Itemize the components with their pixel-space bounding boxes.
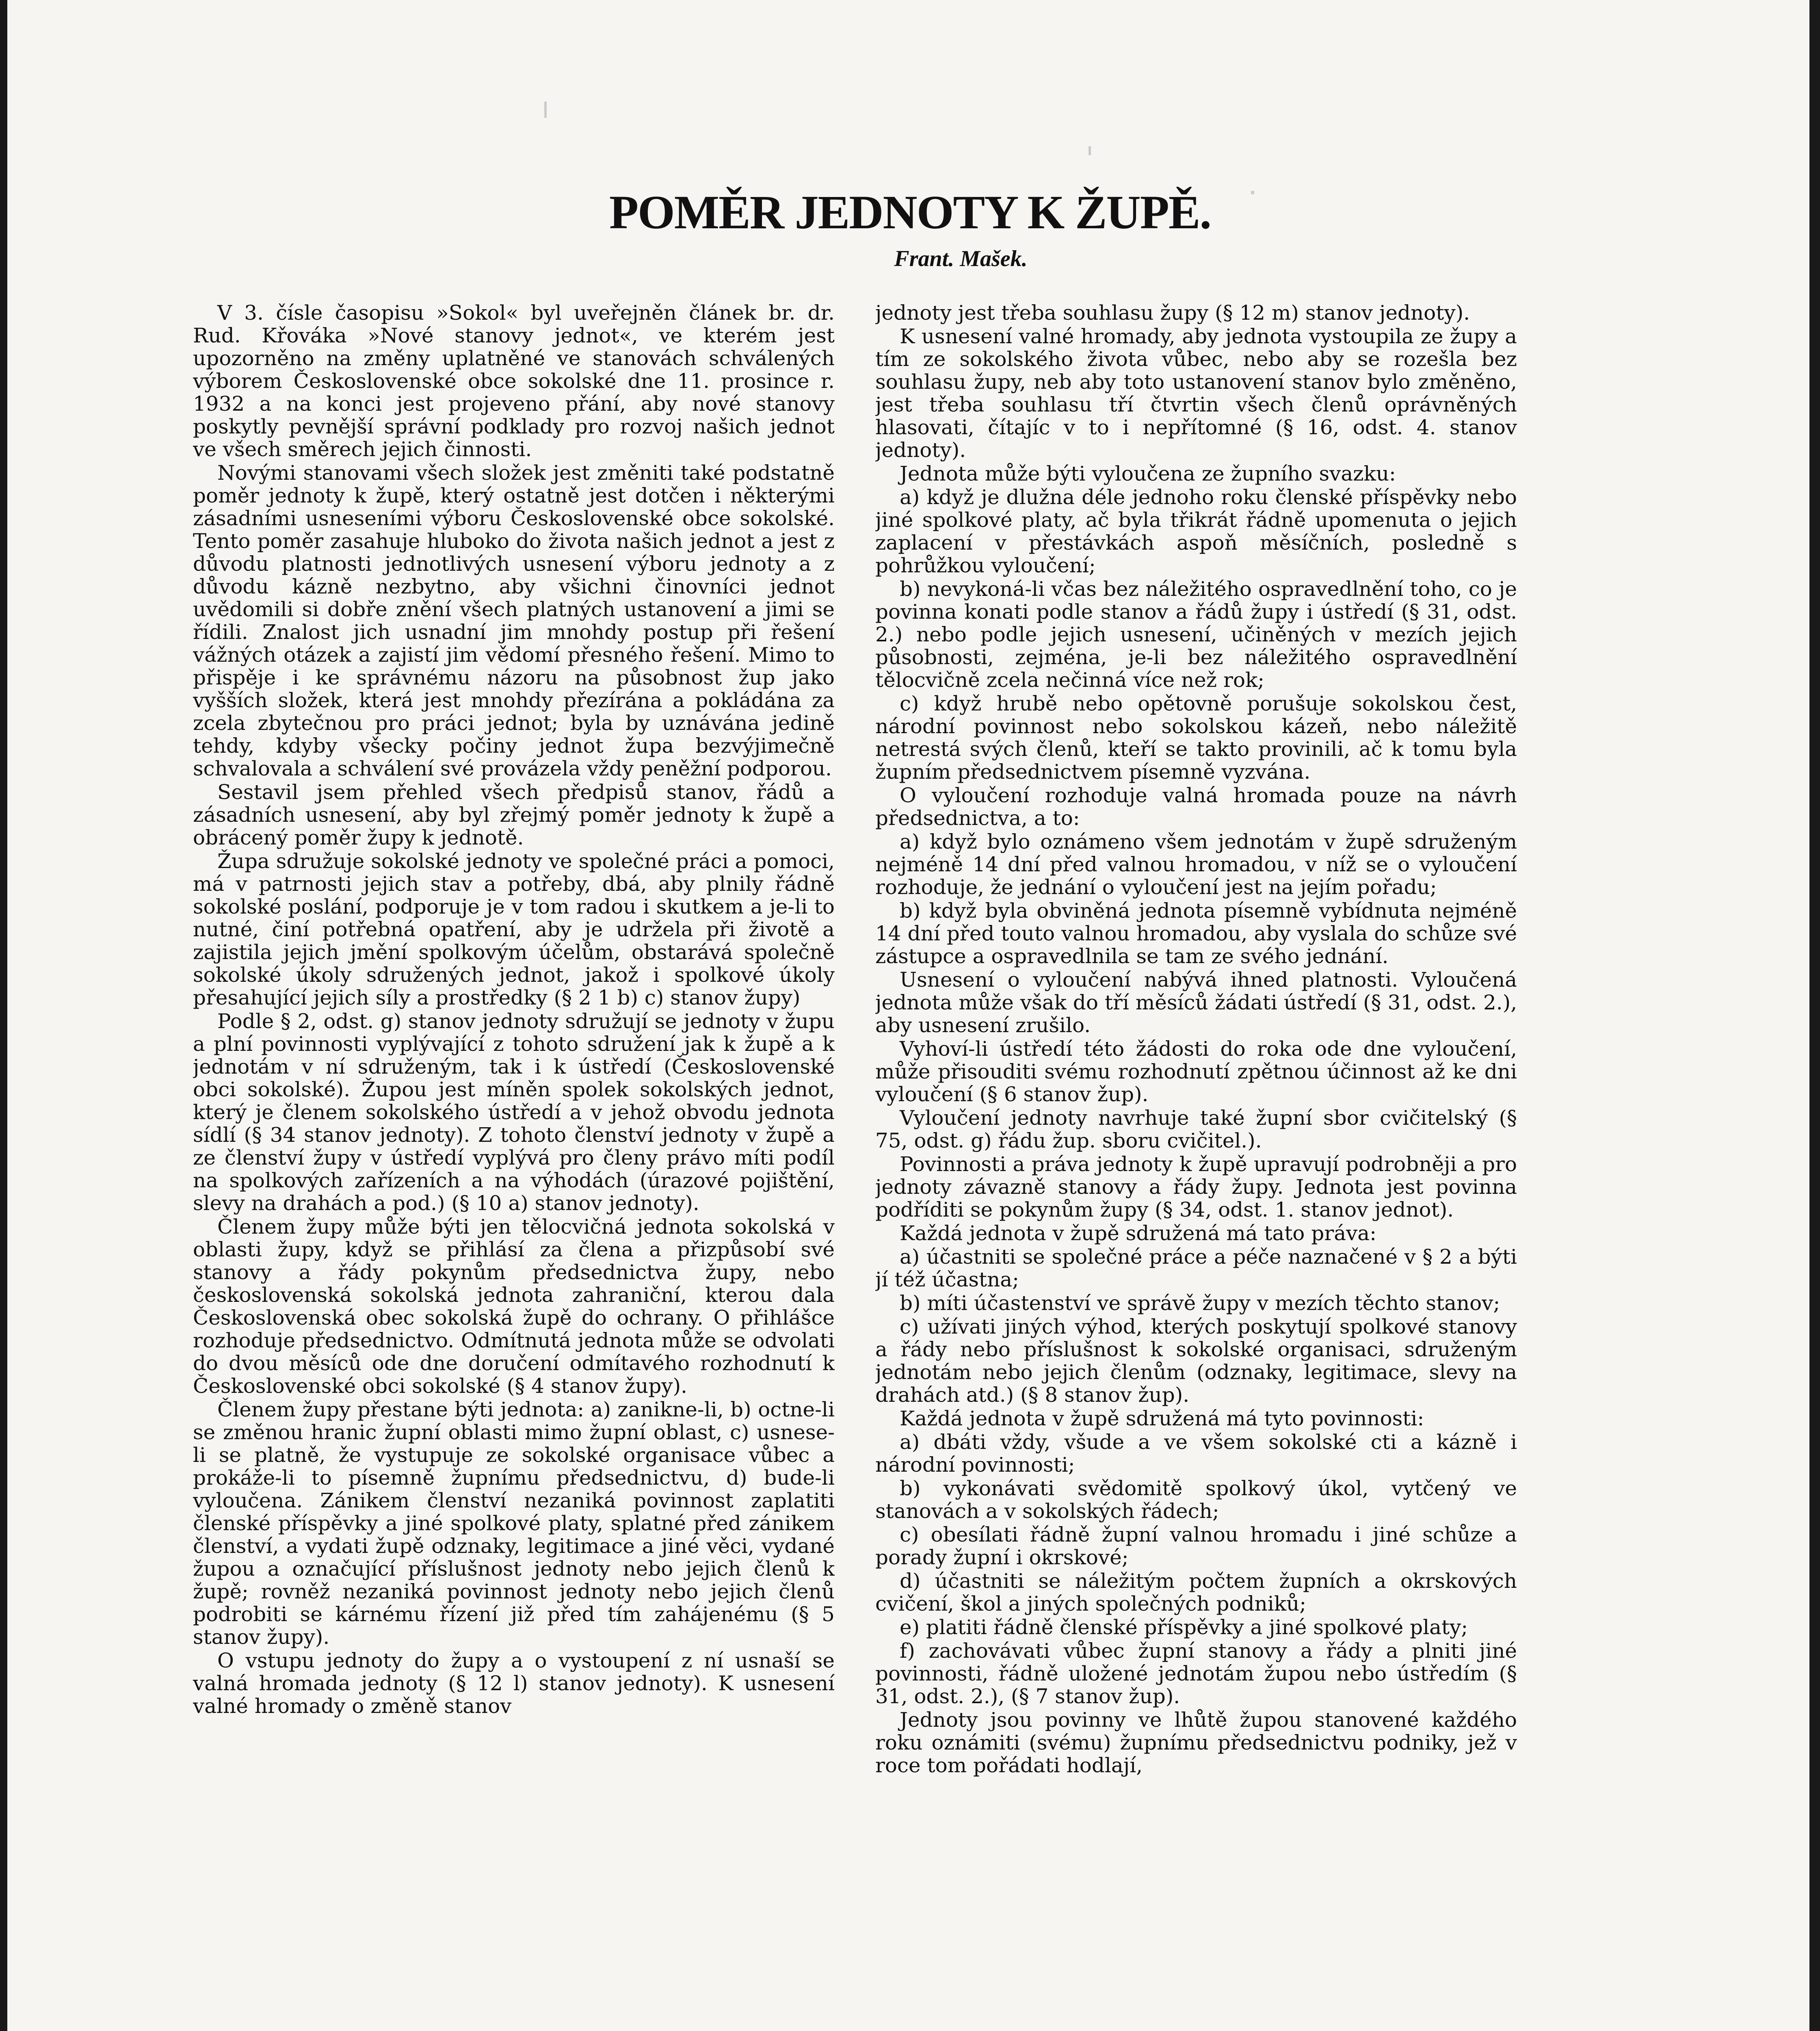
right-column (875, 301, 1517, 2007)
left-scan-edge (0, 0, 7, 2031)
paragraph: jednoty jest třeba souhlasu župy (§ 12 m) stanov jednoty). (875, 301, 1470, 325)
list-item: a) když bylo oznámeno všem jednotám v župě sdruženým nejméně 14 dní před valnou hromadou, v níž se o vyloučení rozhoduje, že jednání o vyloučení jest na jejím pořadu; (875, 830, 1517, 899)
list-item: a) dbáti vždy, všude a ve všem sokolské cti a kázně i národní povinnosti; (875, 1430, 1517, 1477)
paragraph: Každá jednota v župě sdružená má tato práva: (900, 1221, 1376, 1245)
list-item: c) když hrubě nebo opětovně porušuje sokolskou čest, národní povinnost nebo sokolskou kázeň, nebo náležitě netrestá svých členů, kteří se takto provinili, ač k tomu byla župním předsednictvem písemně vyzvána. (875, 692, 1517, 784)
scan-mark (544, 102, 547, 118)
left-column (193, 301, 835, 2007)
list-item: c) užívati jiných výhod, kterých poskytují spolkové stanovy a řády nebo příslušnost k sokolské organisaci, sdruženým jednotám nebo jejich členům (odznaky, legitimace, slevy na drahách atd.) (§ 8 stanov žup). (875, 1315, 1517, 1407)
list-item: b) nevykoná-li včas bez náležitého ospravedlnění toho, co je povinna konati podle stanov a řádů župy i ústředí (§ 31, odst. 2.) nebo podle jejich usnesení, učiněných v mezích jejich působnosti, zejména, je-li bez náležitého ospravedlnění tělocvičně zcela nečinná více než rok; (875, 577, 1517, 692)
paragraph: Jednoty jsou povinny ve lhůtě župou stanovené každého roku oznámiti (svému) župnímu předsednictvu podniky, jež v roce tom pořádati hodlají, (875, 1708, 1517, 1777)
paragraph: Novými stanovami všech složek jest změniti také podstatně poměr jednoty k župě, který ostatně jest dotčen i některými zásadními usneseními výboru Československé obce sokolské. Tento poměr zasahuje hluboko do života našich jednot a jest z důvodu platnosti jednotlivých usnesení výboru jednoty a z důvodu kázně nezbytno, aby všichni činovníci jednot uvědomili si dobře znění všech platných ustanovení a jimi se řídili. Znalost jich usnadní jim mnohdy postup při řešení vážných otázek a zajistí jim vědomí přesného řešení. Mimo to přispěje i ke správnému názoru na působnost žup jako vyšších složek, která jest mnohdy přezírána a pokládána za zcela zbytečnou pro práci jednot; byla by uznávána jedině tehdy, kdyby všecky počiny jednot župa bezvýjimečně schvalovala a schválení své provázela vždy peněžní podporou. (193, 461, 835, 780)
paragraph: Sestavil jsem přehled všech předpisů stanov, řádů a zásadních usnesení, aby byl zřejmý poměr jednoty k župě a obrácený poměr župy k jednotě. (193, 780, 835, 849)
paragraph: Župa sdružuje sokolské jednoty ve společné práci a pomoci, má v patrnosti jejich stav a potřeby, dbá, aby plnily řádně sokolské poslání, podporuje je v tom radou i skutkem a je-li to nutné, činí potřebná opatření, aby je udržela při životě a zajistila jejich jmění spolkovým účelům, obstarává společně sokolské úkoly sdružených jednot, jakož i spolkové úkoly přesahující jejich síly a prostředky (§ 2 1 b) c) stanov župy) (193, 849, 835, 1009)
list-item: d) účastniti se náležitým počtem župních a okrskových cvičení, škol a jiných společných podniků; (875, 1569, 1517, 1615)
list-item: a) když je dlužna déle jednoho roku členské příspěvky nebo jiné spolkové platy, ač byla třikrát řádně upomenuta o jejich zaplacení v přestávkách aspoň měsíčních, posledně s pohrůžkou vyloučení; (875, 485, 1517, 577)
list-item: a) účastniti se společné práce a péče naznačené v § 2 a býti jí též účastna; (875, 1245, 1517, 1291)
right-scan-edge (1809, 0, 1820, 2031)
list-item: e) platiti řádně členské příspěvky a jiné spolkové platy; (900, 1615, 1468, 1639)
scan-mark (1089, 146, 1091, 155)
list-item: c) obesílati řádně župní valnou hromadu i jiné schůze a porady župní i okrskové; (875, 1523, 1517, 1569)
list-item: b) míti účastenství ve správě župy v mezích těchto stanov; (900, 1291, 1500, 1315)
paragraph: Členem župy může býti jen tělocvičná jednota sokolská v oblasti župy, když se přihlásí za člena a přizpůsobí své stanovy a řády pokynům předsednictva župy, nebo československá sokolská jednota zahraniční, kterou dala Československá obec sokolská župě do ochrany. O přihlášce rozhoduje předsednictvo. Odmítnutá jednota může se odvolati do dvou měsíců ode dne doručení odmítavého rozhodnutí k Československé obci sokolské (§ 4 stanov župy). (193, 1215, 835, 1398)
paragraph: Usnesení o vyloučení nabývá ihned platnosti. Vyloučená jednota může však do tří měsíců žádati ústředí (§ 31, odst. 2.), aby usnesení zrušilo. (875, 968, 1517, 1037)
article-title: POMĚR JEDNOTY K ŽUPĚ. (609, 186, 1211, 239)
paragraph: K usnesení valné hromady, aby jednota vystoupila ze župy a tím ze sokolského života vůbec, nebo aby se rozešla bez souhlasu župy, neb aby toto ustanovení stanov bylo změněno, jest třeba souhlasu tří čtvrtin všech členů oprávněných hlasovati, čítajíc v to i nepřítomné (§ 16, odst. 4. stanov jednoty). (875, 325, 1517, 462)
paragraph: Každá jednota v župě sdružená má tyto povinnosti: (900, 1407, 1424, 1430)
paragraph: V 3. čísle časopisu »Sokol« byl uveřejněn článek br. dr. Rud. Křováka »Nové stanovy jednot«, ve kterém jest upozorněno na změny uplatněné ve stanovách schválených výborem Československé obce sokolské dne 11. prosince r. 1932 a na konci jest projeveno přání, aby nové stanovy poskytly pevnější správní podklady pro rozvoj našich jednot ve všech směrech jejich činnosti. (193, 301, 835, 461)
paragraph: Jednota může býti vyloučena ze župního svazku: (900, 462, 1396, 485)
paragraph: Vyhoví-li ústředí této žádosti do roka ode dne vyloučení, může přisouditi svému rozhodnutí zpětnou účinnost až ke dni vyloučení (§ 6 stanov žup). (875, 1037, 1517, 1106)
paragraph: Podle § 2, odst. g) stanov jednoty sdružují se jednoty v župu a plní povinnosti vyplývající z tohoto sdružení jak k župě a k jednotám v ní sdruženým, tak i k ústředí (Československé obci sokolské). Župou jest míněn spolek sokolských jednot, který je členem sokolského ústředí a v jehož obvodu jednota sídlí (§ 34 stanov jednoty). Z tohoto členství jednoty v župě a ze členství župy v ústředí vyplývá pro členy právo míti podíl na spolkových zařízeních a na výhodách (úrazové pojištění, slevy na drahách a pod.) (§ 10 a) stanov jednoty). (193, 1009, 835, 1215)
paragraph: Členem župy přestane býti jednota: a) zanikne-li, b) octne-li se změnou hranic župní oblasti mimo župní oblast, c) usnese-li se platně, že vystupuje ze sokolské organisace vůbec a prokáže-li to písemně župnímu předsednictvu, d) bude-li vyloučena. Zánikem členství nezaniká povinnost zaplatiti členské příspěvky a jiné spolkové platy, splatné před zánikem členství, a vydati župě odznaky, legitimace a jiné věci, vydané župou a označující příslušnost jednoty nebo jejich členů k župě; rovněž nezaniká povinnost jednoty nebo jejich členů podrobiti se kárnému řízení již před tím zahájenému (§ 5 stanov župy). (193, 1398, 835, 1649)
list-item: b) když byla obviněná jednota písemně vybídnuta nejméně 14 dní před touto valnou hromadou, aby vyslala do schůze své zástupce a ospravedlnila se tam ze svého jednání. (875, 899, 1517, 968)
paragraph: Povinnosti a práva jednoty k župě upravují podrobněji a pro jednoty závazně stanovy a řády župy. Jednota jest povinna podříditi se pokynům župy (§ 34, odst. 1. stanov jednot). (875, 1152, 1517, 1221)
list-item: f) zachovávati vůbec župní stanovy a řády a plniti jiné povinnosti, řádně uložené jednotám župou nebo ústředím (§ 31, odst. 2.), (§ 7 stanov žup). (875, 1639, 1517, 1708)
list-item: b) vykonávati svědomitě spolkový úkol, vytčený ve stanovách a v sokolských řádech; (875, 1477, 1517, 1523)
article-author: Frant. Mašek. (894, 246, 1028, 271)
paragraph: O vyloučení rozhoduje valná hromada pouze na návrh předsednictva, a to: (875, 784, 1517, 830)
paragraph: Vyloučení jednoty navrhuje také župní sbor cvičitelský (§ 75, odst. g) řádu žup. sboru cvičitel.). (875, 1106, 1517, 1152)
paragraph: O vstupu jednoty do župy a o vystoupení z ní usnaší se valná hromada jednoty (§ 12 l) stanov jednoty). K usnesení valné hromady o změně stanov (193, 1649, 835, 1718)
